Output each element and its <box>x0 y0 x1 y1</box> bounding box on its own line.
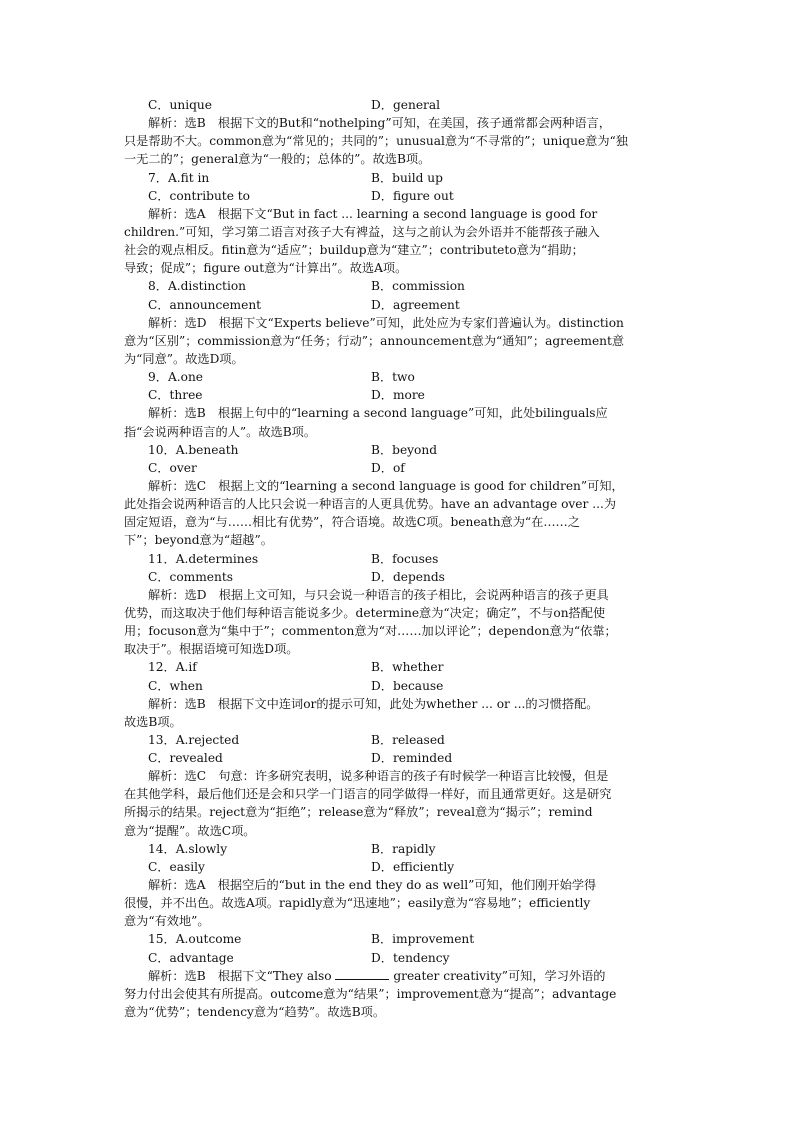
analysis-line: 解析：选A 根据空后的“but in the end they do as well”可知，他们刚开始学得 <box>148 878 597 893</box>
option-row <box>124 296 684 314</box>
option-d: D．efficiently <box>371 859 455 874</box>
option-d: D．agreement <box>371 297 460 312</box>
option-a: 12．A.if <box>148 660 197 675</box>
option-d: D．figure out <box>371 188 454 203</box>
option-row <box>124 441 684 459</box>
option-row <box>124 169 684 187</box>
analysis-line: 解析：选C 根据上文的“learning a second language is good for children”可知， <box>148 478 624 493</box>
option-a: 9．A.one <box>148 370 204 385</box>
option-b: B．released <box>371 732 445 747</box>
option-b: B．improvement <box>371 932 475 947</box>
analysis-line: 此处指会说两种语言的人比只会说一种语言的人更具优势。have an advantage over ...为 <box>124 497 617 512</box>
option-row <box>124 568 684 586</box>
analysis-line: 固定短语，意为“与……相比有优势”，符合语境。故选C项。beneath意为“在……之 <box>124 515 580 530</box>
option-row <box>124 930 684 948</box>
analysis-line: 解析：选D 根据下文“Experts believe”可知，此处应为专家们普遍认为。distinction <box>148 315 624 330</box>
analysis-line: 所揭示的结果。reject意为“拒绝”；release意为“释放”；reveal意为“揭示”；remind <box>124 805 593 820</box>
option-d: D．of <box>371 460 405 475</box>
option-c: C．contribute to <box>148 188 251 203</box>
analysis-line: 意为“优势”；tendency意为“趋势”。故选B项。 <box>124 1005 386 1020</box>
analysis-line: 解析：选D 根据上文可知，与只会说一种语言的孩子相比，会说两种语言的孩子更具 <box>148 587 609 602</box>
option-a: 15．A.outcome <box>148 932 242 947</box>
blank-underline <box>335 967 389 980</box>
analysis-line: 导致；促成”；figure out意为“计算出”。故选A项。 <box>124 261 408 276</box>
option-a: 14．A.slowly <box>148 841 228 856</box>
option-d: D．depends <box>371 569 445 584</box>
analysis-line: 解析：选B 根据下文的But和“nothelping”可知，在美国，孩子通常都会两种语言， <box>148 116 611 131</box>
option-row <box>124 277 684 295</box>
analysis-line: 意为“提醒”。故选C项。 <box>124 823 256 838</box>
option-c: C．when <box>148 678 203 693</box>
analysis-line <box>124 967 684 985</box>
option-row <box>124 459 684 477</box>
option-c: C．revealed <box>148 751 223 766</box>
option-row <box>124 749 684 767</box>
option-row <box>124 96 684 114</box>
analysis-line: 解析：选B 根据上句中的“learning a second language”可知，此处bilinguals应 <box>148 406 608 421</box>
option-c: C．unique <box>148 98 212 112</box>
option-row <box>124 858 684 876</box>
option-a: 7．A.fit in <box>148 170 210 185</box>
analysis-line: 解析：选C 句意：许多研究表明，说多种语言的孩子有时候学一种语言比较慢，但是 <box>148 769 609 784</box>
option-row <box>124 386 684 404</box>
analysis-line: 下”；beyond意为“超越”。 <box>124 533 273 548</box>
analysis-line: 只是帮助不大。common意为“常见的；共同的”；unusual意为“不寻常的”；unique意为“独 <box>124 134 628 149</box>
option-b: B．build up <box>371 170 443 185</box>
option-c: C．easily <box>148 859 205 874</box>
option-a: 13．A.rejected <box>148 732 240 747</box>
analysis-line: 意为“区别”；commission意为“任务；行动”；announcement意为“通知”；agreement意 <box>124 333 625 348</box>
option-row <box>124 658 684 676</box>
option-c: C．advantage <box>148 950 234 965</box>
analysis-line: 社会的观点相反。fitin意为“适应”；buildup意为“建立”；contributeto意为“捐助； <box>124 243 584 258</box>
option-a: 10．A.beneath <box>148 442 239 457</box>
answer-explanations <box>124 96 684 1021</box>
option-row <box>124 949 684 967</box>
option-row <box>124 187 684 205</box>
option-row <box>124 677 684 695</box>
option-b: B．rapidly <box>371 841 436 856</box>
analysis-line: 指“会说两种语言的人”。故选B项。 <box>124 424 317 439</box>
analysis-line: 优势，而这取决于他们每种语言能说多少。determine意为“决定；确定”，不与on搭配使 <box>124 605 606 620</box>
option-a: 11．A.determines <box>148 551 259 566</box>
option-d: D．because <box>371 678 444 693</box>
option-row <box>124 840 684 858</box>
option-b: B．commission <box>371 279 465 294</box>
option-d: D．more <box>371 388 425 403</box>
analysis-text: 解析：选B 根据下文“They also <box>148 968 336 983</box>
option-d: D．tendency <box>371 950 450 965</box>
option-d: D．reminded <box>371 751 453 766</box>
analysis-line: 用；focuson意为“集中于”；commenton意为“对……加以评论”；dependon意为“依靠； <box>124 624 617 639</box>
analysis-line: children.”可知，学习第二语言对孩子大有裨益，这与之前认为会外语并不能帮孩子融入 <box>124 224 600 239</box>
analysis-text: greater creativity”可知，学习外语的 <box>389 968 606 983</box>
option-b: B．whether <box>371 660 444 675</box>
option-a: 8．A.distinction <box>148 279 247 294</box>
option-b: B．focuses <box>371 551 439 566</box>
option-c: C．announcement <box>148 297 262 312</box>
option-c: C．comments <box>148 569 234 584</box>
analysis-line: 取决于”。根据语境可知选D项。 <box>124 642 299 657</box>
analysis-line: 解析：选A 根据下文“But in fact ... learning a second language is good for <box>148 206 598 221</box>
option-row <box>124 368 684 386</box>
option-b: B．beyond <box>371 442 438 457</box>
analysis-line: 故选B项。 <box>124 714 182 729</box>
analysis-line: 一无二的”；general意为“一般的；总体的”。故选B项。 <box>124 152 431 167</box>
analysis-line: 意为“有效地”。 <box>124 914 210 929</box>
option-d: D．general <box>371 98 441 112</box>
analysis-line: 很慢，并不出色。故选A项。rapidly意为“迅速地”；easily意为“容易地”；efficiently <box>124 896 591 911</box>
analysis-line: 在其他学科，最后他们还是会和只学一门语言的同学做得一样好，而且通常更好。这是研究 <box>124 787 612 802</box>
option-b: B．two <box>371 370 415 385</box>
analysis-line: 为“同意”。故选D项。 <box>124 351 244 366</box>
option-row <box>124 731 684 749</box>
option-c: C．over <box>148 460 197 475</box>
analysis-line: 努力付出会使其有所提高。outcome意为“结果”；improvement意为“提高”；advantage <box>124 986 617 1001</box>
option-row <box>124 550 684 568</box>
analysis-line: 解析：选B 根据下文中连词or的提示可知，此处为whether ... or ...的习惯搭配。 <box>148 696 599 711</box>
option-c: C．three <box>148 388 203 403</box>
